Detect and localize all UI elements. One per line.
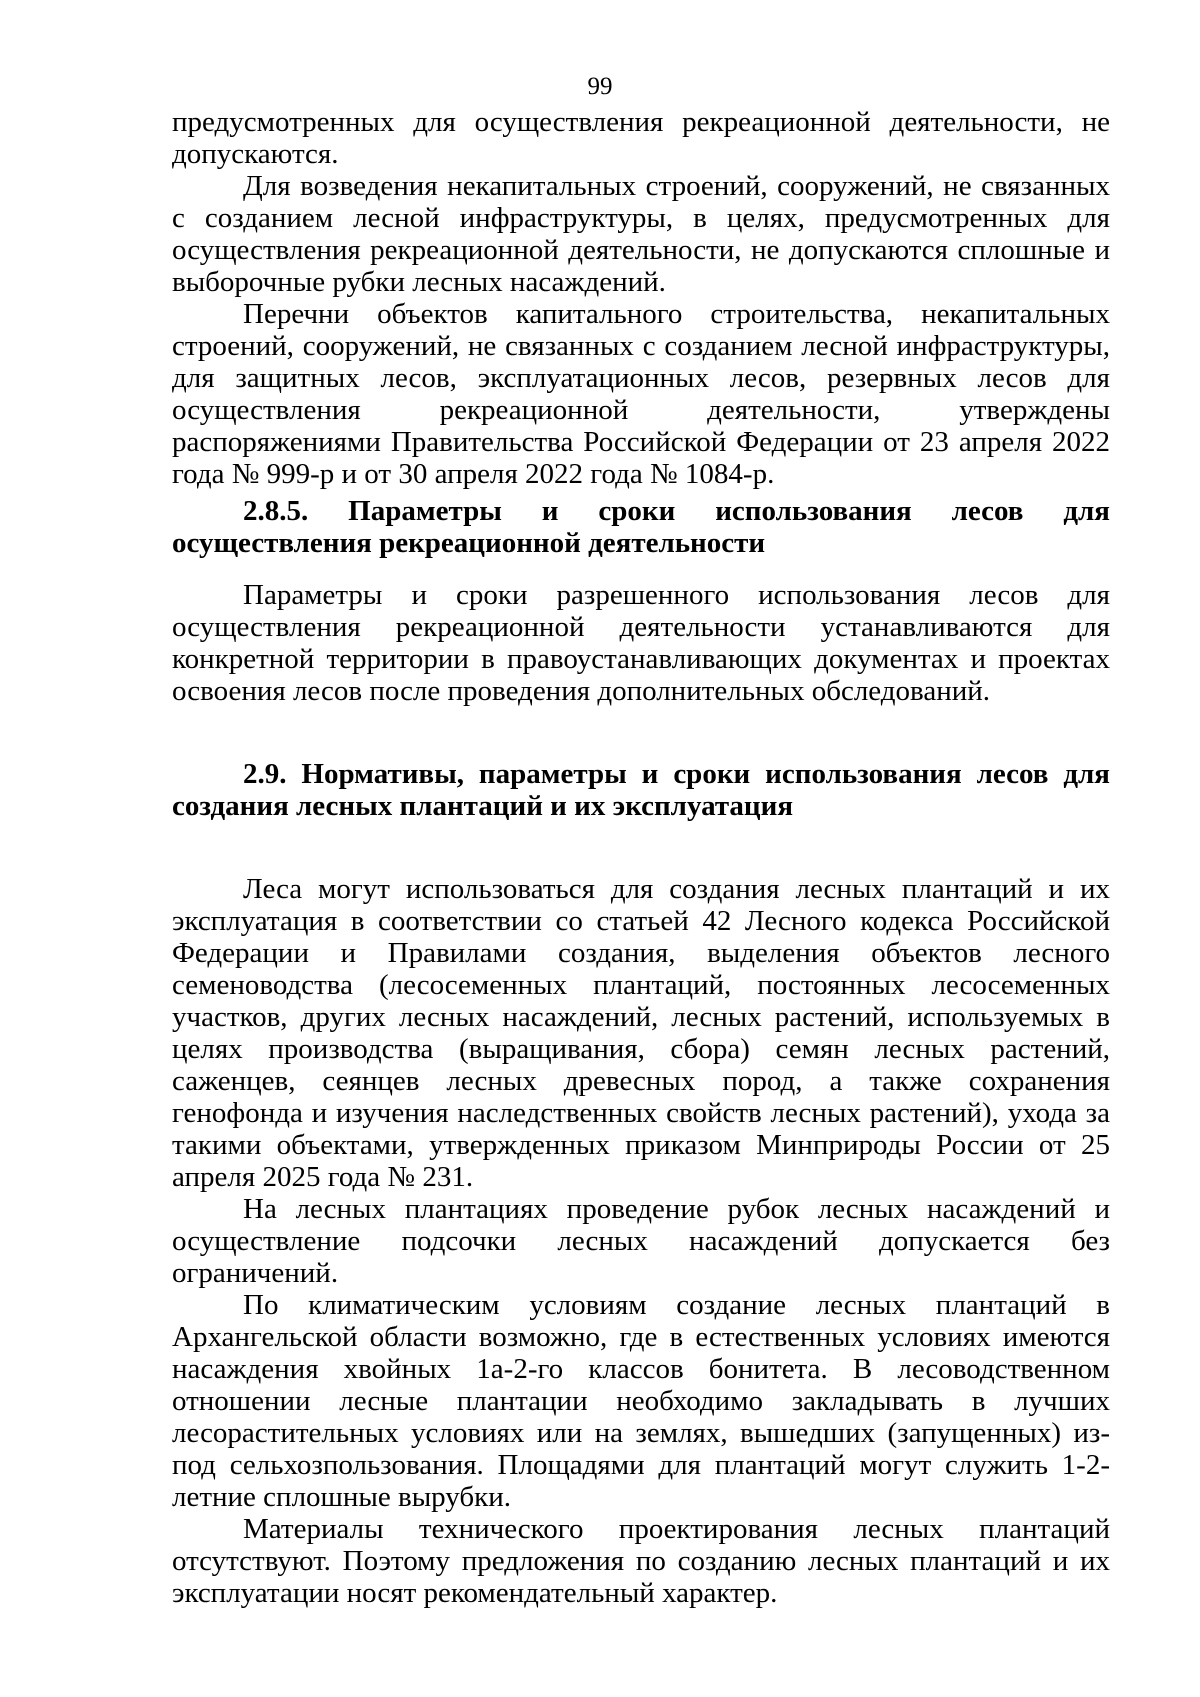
- paragraph-construction-restrictions: Для возведения некапитальных строений, сооружений, не связанных с созданием лесной инфраструктуры, в целях, предусмотренных для осуществления рекреационной деятельности, не допускаются сплошные и выборочные рубки лесных насаждений.: [172, 170, 1110, 298]
- section-2-8-5-body: [172, 579, 1110, 707]
- section-heading-2-9: 2.9. Нормативы, параметры и сроки использования лесов для создания лесных плантаций и их эксплуатация: [172, 758, 1110, 822]
- paragraph-plantation-felling: На лесных плантациях проведение рубок лесных насаждений и осуществление подсочки лесных насаждений допускается без ограничений.: [172, 1193, 1110, 1289]
- paragraph-plantation-legal-basis: Леса могут использоваться для создания лесных плантаций и их эксплуатация в соответствии со статьей 42 Лесного кодекса Российской Федерации и Правилами создания, выделения объектов лесного семеноводства (лесосеменных плантаций, постоянных лесосеменных участков, других лесных насаждений, лесных растений, используемых в целях производства (выращивания, сбора) семян лесных растений, саженцев, сеянцев лесных древесных пород, а также сохранения генофонда и изучения наследственных свойств лесных растений), ухода за такими объектами, утвержденных приказом Минприроды России от 25 апреля 2025 года № 231.: [172, 873, 1110, 1193]
- paragraph-recreation-parameters: Параметры и сроки разрешенного использования лесов для осуществления рекреационной деятельности устанавливаются для конкретной территории в правоустанавливающих документах и проектах освоения лесов после проведения дополнительных обследований.: [172, 579, 1110, 707]
- paragraph-object-lists: Перечни объектов капитального строительства, некапитальных строений, сооружений, не связанных с созданием лесной инфраструктуры, для защитных лесов, эксплуатационных лесов, резервных лесов для осуществления рекреационной деятельности, утверждены распоряжениями Правительства Российской Федерации от 23 апреля 2022 года № 999-р и от 30 апреля 2022 года № 1084-р.: [172, 298, 1110, 490]
- paragraph-climatic-conditions: По климатическим условиям создание лесных плантаций в Архангельской области возможно, где в естественных условиях имеются насаждения хвойных 1а-2-го классов бонитета. В лесоводственном отношении лесные плантации необходимо закладывать в лучших лесорастительных условиях или на землях, вышедших (запущенных) из-под сельхозпользования. Площадями для плантаций могут служить 1-2-летние сплошные вырубки.: [172, 1289, 1110, 1513]
- section-2-8-5: [172, 495, 1110, 559]
- section-heading-2-8-5: 2.8.5. Параметры и сроки использования лесов для осуществления рекреационной деятельности: [172, 495, 1110, 559]
- section-2-9-body: [172, 873, 1110, 1609]
- paragraph-design-materials: Материалы технического проектирования лесных плантаций отсутствуют. Поэтому предложения по созданию лесных плантаций и их эксплуатации носят рекомендательный характер.: [172, 1513, 1110, 1609]
- continuation-text-block: [172, 106, 1110, 490]
- section-2-9: [172, 758, 1110, 822]
- paragraph-continuation: предусмотренных для осуществления рекреационной деятельности, не допускаются.: [172, 106, 1110, 170]
- page-number: 99: [587, 73, 613, 100]
